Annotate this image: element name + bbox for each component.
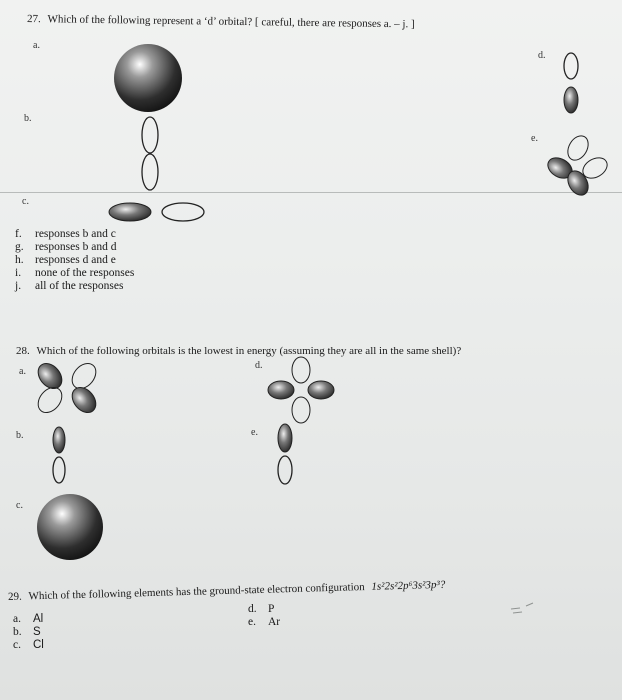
q27-p-orbital-horizontal-icon: [109, 203, 204, 221]
q28-label-a: a.: [19, 366, 26, 377]
option-d: d. P: [248, 603, 275, 615]
q28-d-cloverleaf-icon: [268, 357, 334, 423]
question-27-number: 27.: [26, 13, 41, 26]
q28-e-p-orbital-icon: [278, 424, 292, 484]
q28-label-b: b.: [16, 430, 24, 441]
q28-label-d: d.: [255, 360, 263, 371]
response-h: h. responses d and e: [15, 254, 116, 266]
option-b: b. S: [13, 626, 41, 638]
q27-label-c: c.: [22, 196, 29, 207]
q28-label-e: e.: [251, 427, 258, 438]
q27-label-d: d.: [538, 50, 546, 61]
question-28-text: Which of the following orbitals is the lowest in energy (assuming they are all in the same shell)?: [36, 345, 462, 357]
q27-label-a: a.: [33, 40, 40, 51]
q27-label-e: e.: [531, 133, 538, 144]
q28-b-p-orbital-icon: [53, 427, 65, 483]
question-29-number: 29.: [7, 590, 22, 603]
response-f: f. responses b and c: [15, 228, 116, 240]
response-i: i. none of the responses: [15, 267, 135, 279]
option-e: e. Ar: [248, 616, 281, 628]
question-27-text: Which of the following represent a ‘d’ orbital? [ careful, there are responses a. – j. ]: [47, 13, 415, 31]
electron-configuration: 1s²2s²2p⁶3s²3p³?: [371, 578, 446, 593]
q27-p-orbital-vertical-icon: [142, 117, 158, 190]
q27-d-label-orbital-icon: [564, 53, 578, 113]
option-c: c. Cl: [13, 639, 44, 651]
option-a: a. Al: [13, 613, 44, 625]
q28-c-sphere-icon: [37, 494, 103, 560]
response-g: g. responses b and d: [15, 241, 117, 253]
q27-sphere-icon: [114, 44, 182, 112]
q28-a-cloverleaf-icon: [33, 359, 100, 417]
response-j: j. all of the responses: [15, 280, 124, 292]
q27-cloverleaf-orbital-icon: [544, 132, 611, 199]
question-28-number: 28.: [16, 345, 30, 357]
q28-label-c: c.: [16, 500, 23, 511]
question-29-text: Which of the following elements has the ground-state electron configuration: [28, 581, 365, 603]
q27-label-b: b.: [24, 113, 32, 124]
pencil-mark: [511, 603, 533, 613]
